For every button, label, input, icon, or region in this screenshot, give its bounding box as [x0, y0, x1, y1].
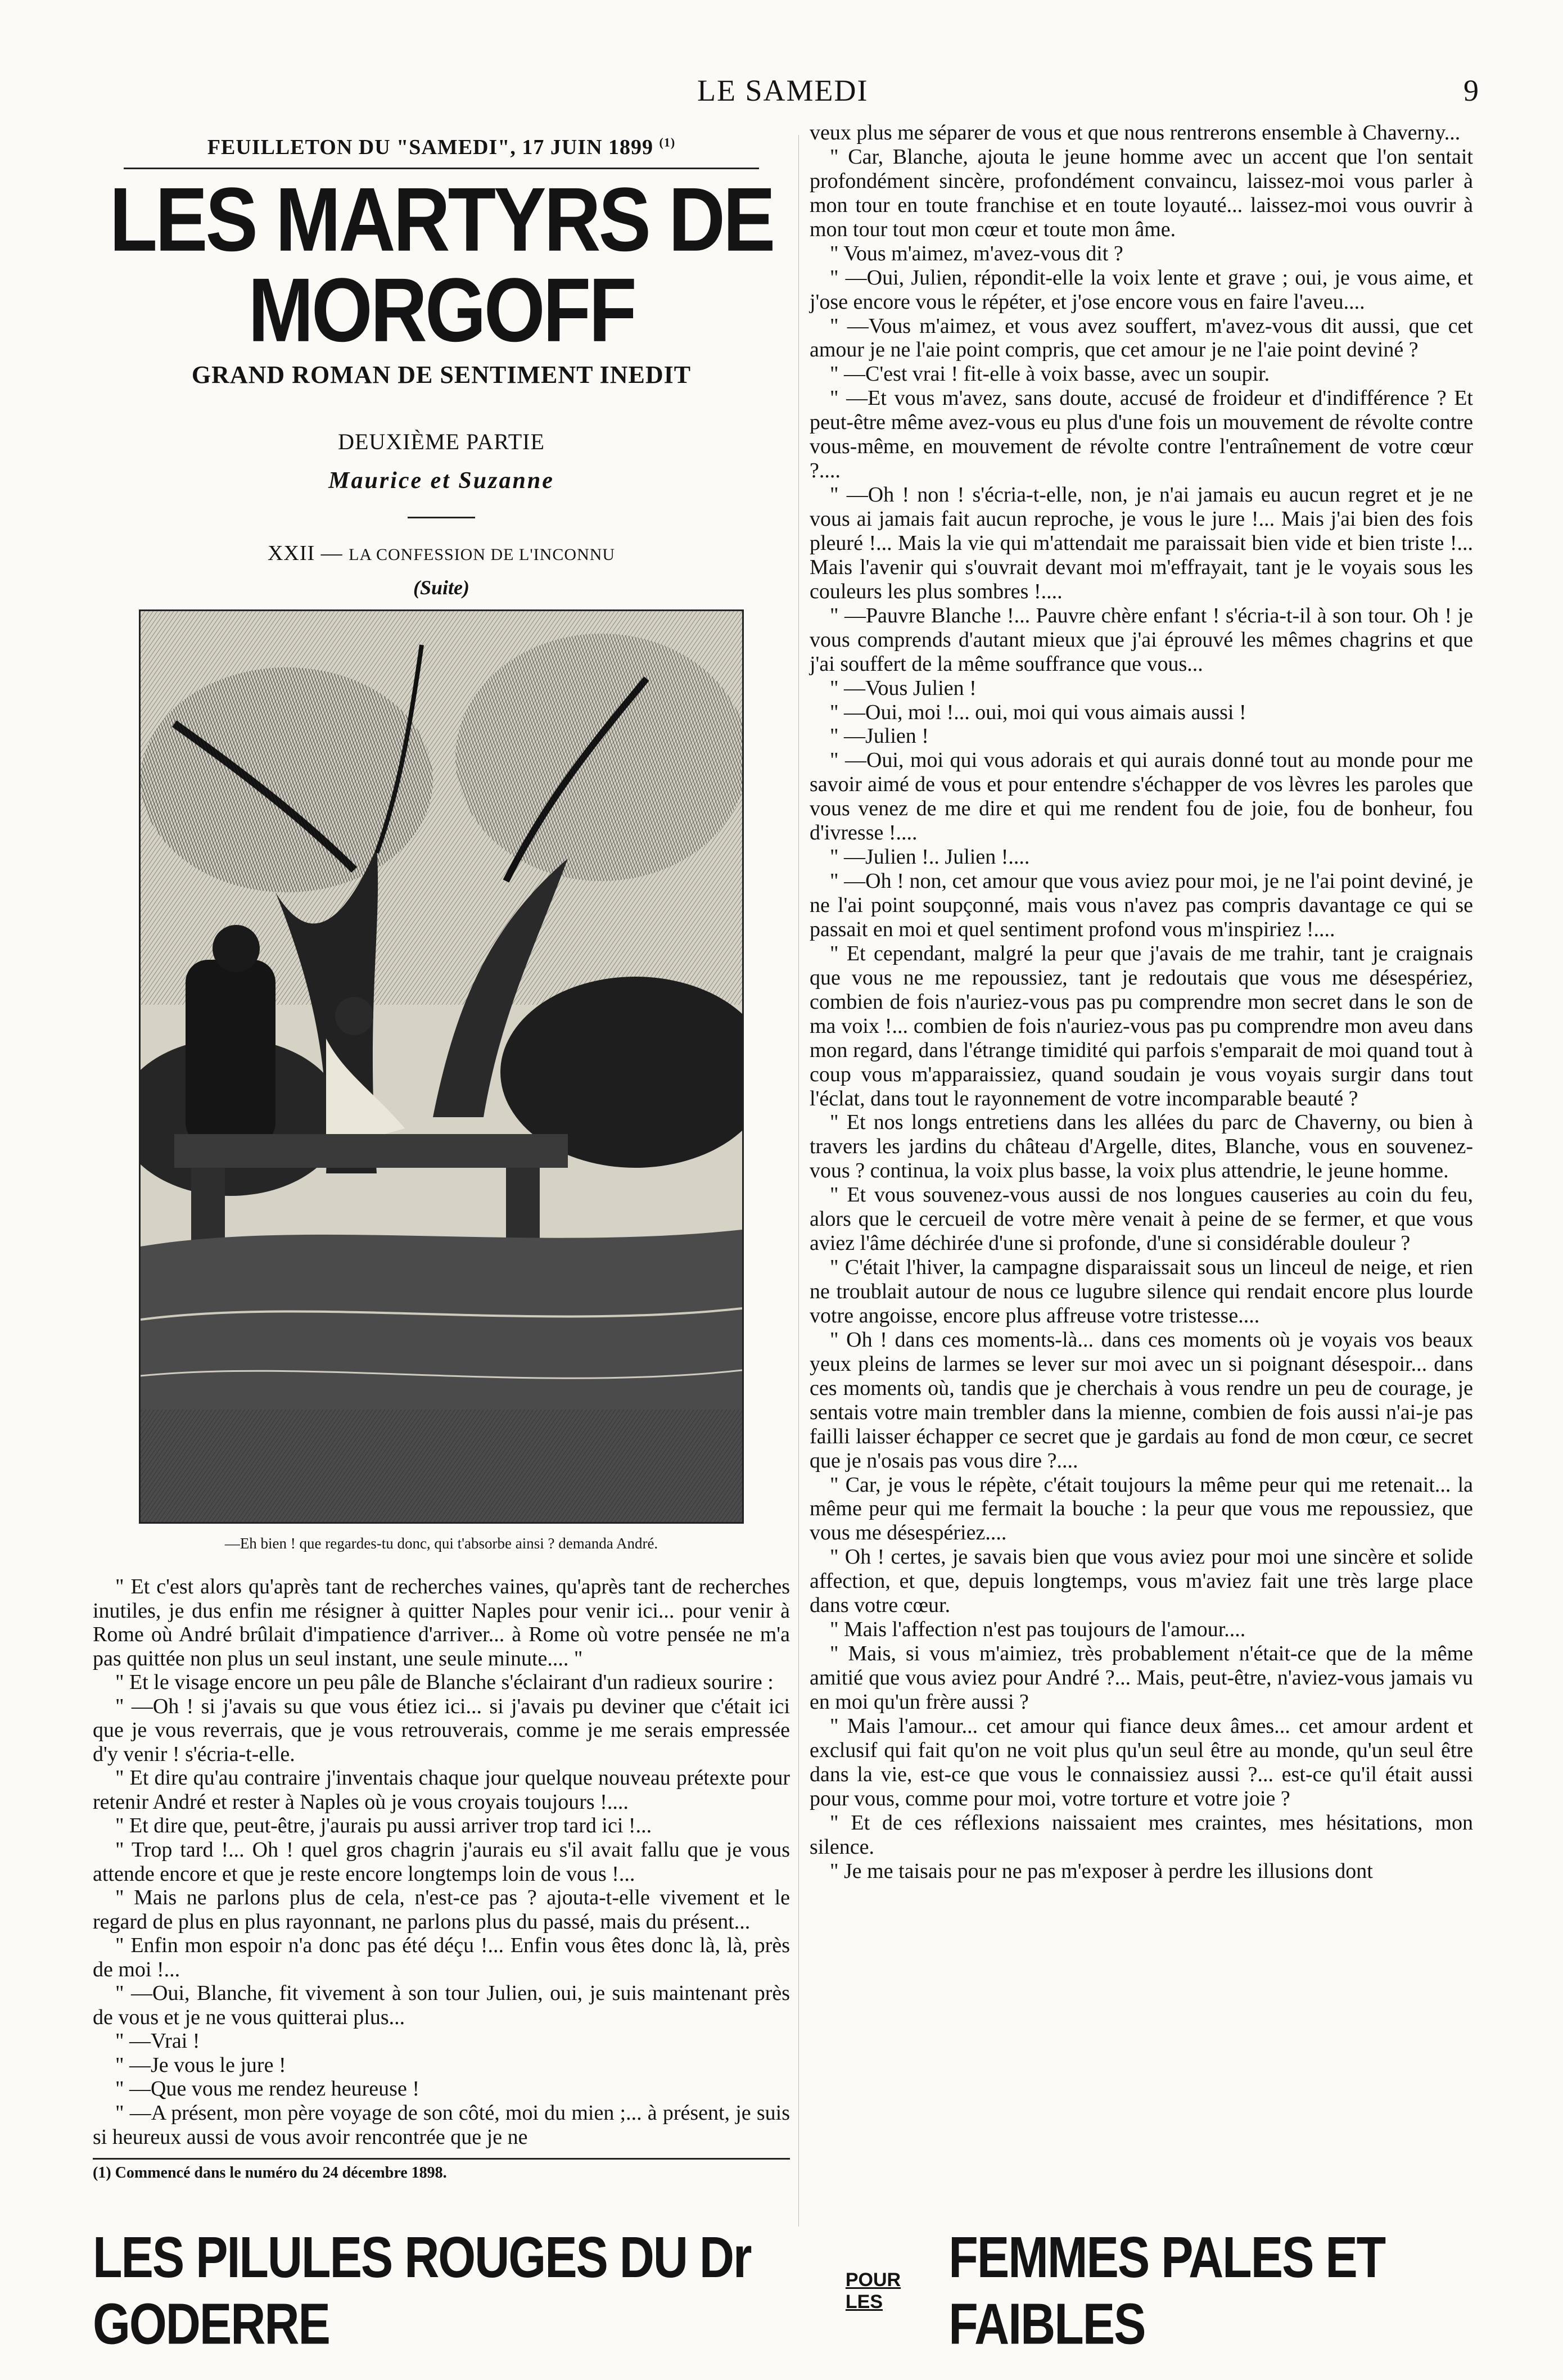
page-number: 9 [1463, 74, 1479, 107]
chapter-heading [93, 541, 790, 566]
paragraph: " Et nos longs entretiens dans les allées du parc de Chaverny, ou bien à travers les jardins du château d'Argelle, dites, Blanche, vous en souvenez-vous ? continua, la voix plus basse, la voix plus attendrie, le jeune homme. [810, 1110, 1473, 1183]
paragraph: " Car, je vous le répète, c'était toujours la même peur qui me retenait... la même peur qui me fermait la bouche : la peur que vous me repoussiez, que vous me désespériez.... [810, 1473, 1473, 1545]
paragraph: " C'était l'hiver, la campagne disparaissait sous un linceul de neige, et rien ne troublait autour de nous ce lugubre silence qui rendait encore plus lourde votre angoisse, encore plus affreuse votre tristesse.... [810, 1256, 1473, 1327]
paragraph: " Oh ! certes, je savais bien que vous aviez pour moi une sincère et solide affection, et que, depuis longtemps, vous m'aviez fait une très large place dans votre cœur. [810, 1545, 1473, 1618]
paragraph: " —Julien !.. Julien !.... [830, 845, 1030, 869]
engraving-scene-icon [141, 611, 742, 1522]
paragraph: " Enfin mon espoir n'a donc pas été déçu !... Enfin vous êtes donc là, là, près de moi !... [93, 1934, 790, 1981]
paragraph: " Car, Blanche, ajouta le jeune homme avec un accent que l'on sentait profondément sincère, profondément convaincu, laissez-moi vous parler à mon tour en toute franchise et en toute loyauté... laissez-moi vous ouvrir à mon tour tout mon cœur et toute mon âme. [810, 144, 1473, 241]
chapter-number: XXII — [267, 541, 343, 565]
footnote-mark: (1) [659, 135, 676, 150]
advert-les: LES [845, 2291, 883, 2313]
paragraph: " —C'est vrai ! fit-elle à voix basse, avec un soupir. [830, 362, 1270, 386]
paragraph: " —Oui, Julien, répondit-elle la voix lente et grave ; oui, je vous aime, et j'ose encore vous le répéter, et j'ose encore vous en faire l'aveu.... [810, 265, 1473, 314]
paragraph: " —Pauvre Blanche !... Pauvre chère enfant ! s'écria-t-il à son tour. Oh ! je vous comprends d'autant mieux que j'ai éprouvé les mêmes chagrins et que j'ai souffert de la même souffrance que vous... [810, 603, 1473, 676]
paragraph: " —A présent, mon père voyage de son côté, moi du mien ;... à présent, je suis si heureux aussi de vous avoir rencontrée que je ne [93, 2101, 790, 2149]
part-subtitle: Maurice et Suzanne [328, 468, 554, 494]
paragraph: " Et dire qu'au contraire j'inventais chaque jour quelque nouveau prétexte pour retenir André et rester à Naples où je vous croyais toujours !.... [93, 1766, 790, 1814]
paragraph: veux plus me séparer de vous et que nous rentrerons ensemble à Chaverny... [810, 121, 1461, 144]
paragraph: " —Vrai ! [115, 2029, 200, 2053]
left-column [93, 135, 790, 2182]
engraving-illustration [139, 609, 744, 1524]
footnote: (1) Commencé dans le numéro du 24 décembre 1898. [93, 2158, 790, 2182]
paragraph: " —Oui, Blanche, fit vivement à son tour Julien, oui, je suis maintenant près de vous et je ne vous quitterai plus... [93, 1981, 790, 2029]
advertisement-banner [93, 2225, 1476, 2357]
paragraph: " —Oui, moi qui vous adorais et qui aurais donné tout au monde pour me savoir aimé de vous et pour entendre s'échapper de vos lèvres les paroles que vous venez de me dire et qui me rendent fou de joie, fou de bonheur, fou d'ivresse !.... [810, 748, 1473, 845]
part-heading: DEUXIÈME PARTIE [338, 429, 545, 454]
paragraph: " —Oh ! si j'avais su que vous étiez ici... si j'avais pu deviner que c'était ici que je vous reverrais, que je vous retrouverais, comme je me serais empressée d'y venir ! s'écria-t-elle. [93, 1694, 790, 1766]
paragraph: " Je me taisais pour ne pas m'exposer à perdre les illusions dont [830, 1859, 1373, 1883]
paragraph: " —Julien ! [830, 724, 929, 748]
newspaper-name: LE SAMEDI [697, 74, 869, 107]
right-column-text [810, 121, 1473, 1883]
illustration-caption: —Eh bien ! que regardes-tu donc, qui t'absorbe ainsi ? demanda André. [224, 1535, 658, 1552]
paragraph: " Mais l'amour... cet amour qui fiance deux âmes... cet amour ardent et exclusif qui fait qu'on ne voit plus qu'un seul être au monde, qu'un seul être dans la vie, est-ce que vous le connaissiez aussi ?... est-ce qu'il était aussi pour vous, comme pour moi, votre torture et votre joie ? [810, 1714, 1473, 1810]
paragraph: " Mais, si vous m'aimiez, très probablement n'était-ce que de la même amitié que vous aviez pour André ?... Mais, peut-être, n'aviez-vous jamais vu en moi qu'un frère aussi ? [810, 1642, 1473, 1714]
serial-title: LES MARTYRS DE MORGOFF [109, 168, 774, 361]
paragraph: " —Oh ! non ! s'écria-t-elle, non, je n'ai jamais eu aucun regret et je ne vous ai jamais fait aucun reproche, je vous le jure !... Mais j'ai bien des fois pleuré !... Mais la vie qui m'attendait me paraissait bien vide et bien triste !... Mais l'avenir qui s'ouvrait devant moi m'effrayait, tant je le voyais sous les couleurs les plus sombres !.... [810, 483, 1473, 603]
paragraph: " —Que vous me rendez heureuse ! [115, 2077, 419, 2101]
paragraph: " Oh ! dans ces moments-là... dans ces moments où je voyais vos beaux yeux pleins de larmes se lever sur moi avec un si poignant désespoir... dans ces moments où, tandis que je cherchais à vous rendre un peu de courage, je sentais votre main trembler dans la mienne, combien de fois aussi n'ai-je pas failli laisser échapper ce secret que je gardais au fond de mon cœur, ce secret que je n'osais pas vous dire ?.... [810, 1327, 1473, 1473]
section-rule [408, 517, 475, 518]
suite-label: (Suite) [413, 576, 469, 599]
paragraph: " Et c'est alors qu'après tant de recherches vaines, qu'après tant de recherches inutiles, je dus enfin me résigner à quitter Naples pour venir ici... pour venir à Rome où André brûlait d'impatience d'arriver... à Rome où votre pensée ne m'a pas quittée non plus un seul instant, une seule minute.... " [93, 1575, 790, 1670]
paragraph: " Et le visage encore un peu pâle de Blanche s'éclairant d'un radieux sourire : [115, 1670, 774, 1695]
advert-right-text: FEMMES PALES ET FAIBLES [948, 2225, 1385, 2357]
paragraph: " Et dire que, peut-être, j'aurais pu aussi arriver trop tard ici !... [115, 1814, 652, 1838]
feuilleton-dateline [93, 135, 790, 160]
paragraph: " —Vous Julien ! [830, 676, 977, 700]
paragraph: " —Vous m'aimez, et vous avez souffert, m'avez-vous dit aussi, que cet amour je ne l'aie point compris, que cet amour je ne l'aie point deviné ? [810, 314, 1473, 362]
paragraph: " Trop tard !... Oh ! quel gros chagrin j'aurais eu s'il avait fallu que je vous attende encore et que je reste encore longtemps loin de vous !... [93, 1838, 790, 1886]
paragraph: " —Et vous m'avez, sans doute, accusé de froideur et d'indifférence ? Et peut-être même avez-vous eu plus d'une fois un mouvement de révolte contre vous-même, en mouvement de révolte contre l'entraînement de votre cœur ?.... [810, 386, 1473, 483]
advert-left-text: LES PILULES ROUGES DU Dr GODERRE [93, 2225, 751, 2357]
chapter-title: LA CONFESSION DE L'INCONNU [349, 545, 616, 564]
serial-subtitle: GRAND ROMAN DE SENTIMENT INEDIT [191, 361, 692, 389]
column-divider [798, 135, 799, 2227]
advert-pour: POUR [845, 2269, 901, 2291]
paragraph: " Vous m'aimez, m'avez-vous dit ? [830, 241, 1123, 265]
paragraph: " Et vous souvenez-vous aussi de nos longues causeries au coin du feu, alors que le cercueil de votre mère venait à peine de se fermer, et que vous aviez l'âme déchirée d'une si profonde, d'une si considérable douleur ? [810, 1183, 1473, 1256]
left-column-text [93, 1575, 790, 2149]
paragraph: " Mais ne parlons plus de cela, n'est-ce pas ? ajouta-t-elle vivement et le regard de plus en plus rayonnant, ne parlons plus du passé, mais du présent... [93, 1886, 790, 1934]
feuilleton-date: FEUILLETON DU "SAMEDI", 17 JUIN 1899 [207, 136, 654, 159]
paragraph: " Et cependant, malgré la peur que j'avais de me trahir, tant je craignais que vous ne me repoussiez, tant je redoutais que vous me désespériez, combien de fois n'auriez-vous pas pu comprendre mon secret dans le son de ma voix !... combien de fois n'auriez-vous pas pu comprendre mon aveu dans mon regard, dans l'étrange timidité qui parfois s'emparait de moi quand tout à coup vous m'apparaissiez, quand soudain je vous voyais surgir dans tout l'éclat, dans tout le rayonnement de votre incomparable beauté ? [810, 941, 1473, 1110]
paragraph: " Mais l'affection n'est pas toujours de l'amour.... [830, 1618, 1246, 1642]
paragraph: " Et de ces réflexions naissaient mes craintes, mes hésitations, mon silence. [810, 1810, 1473, 1859]
paragraph: " —Oh ! non, cet amour que vous aviez pour moi, je ne l'ai point deviné, je ne l'ai point soupçonné, mais vous n'avez pas compris davantage ce qui se passait en moi et quel sentiment profond vous m'inspiriez !.... [810, 869, 1473, 941]
paragraph: " —Je vous le jure ! [115, 2053, 286, 2077]
paragraph: " —Oui, moi !... oui, moi qui vous aimais aussi ! [830, 700, 1246, 724]
advert-middle [834, 2269, 948, 2313]
